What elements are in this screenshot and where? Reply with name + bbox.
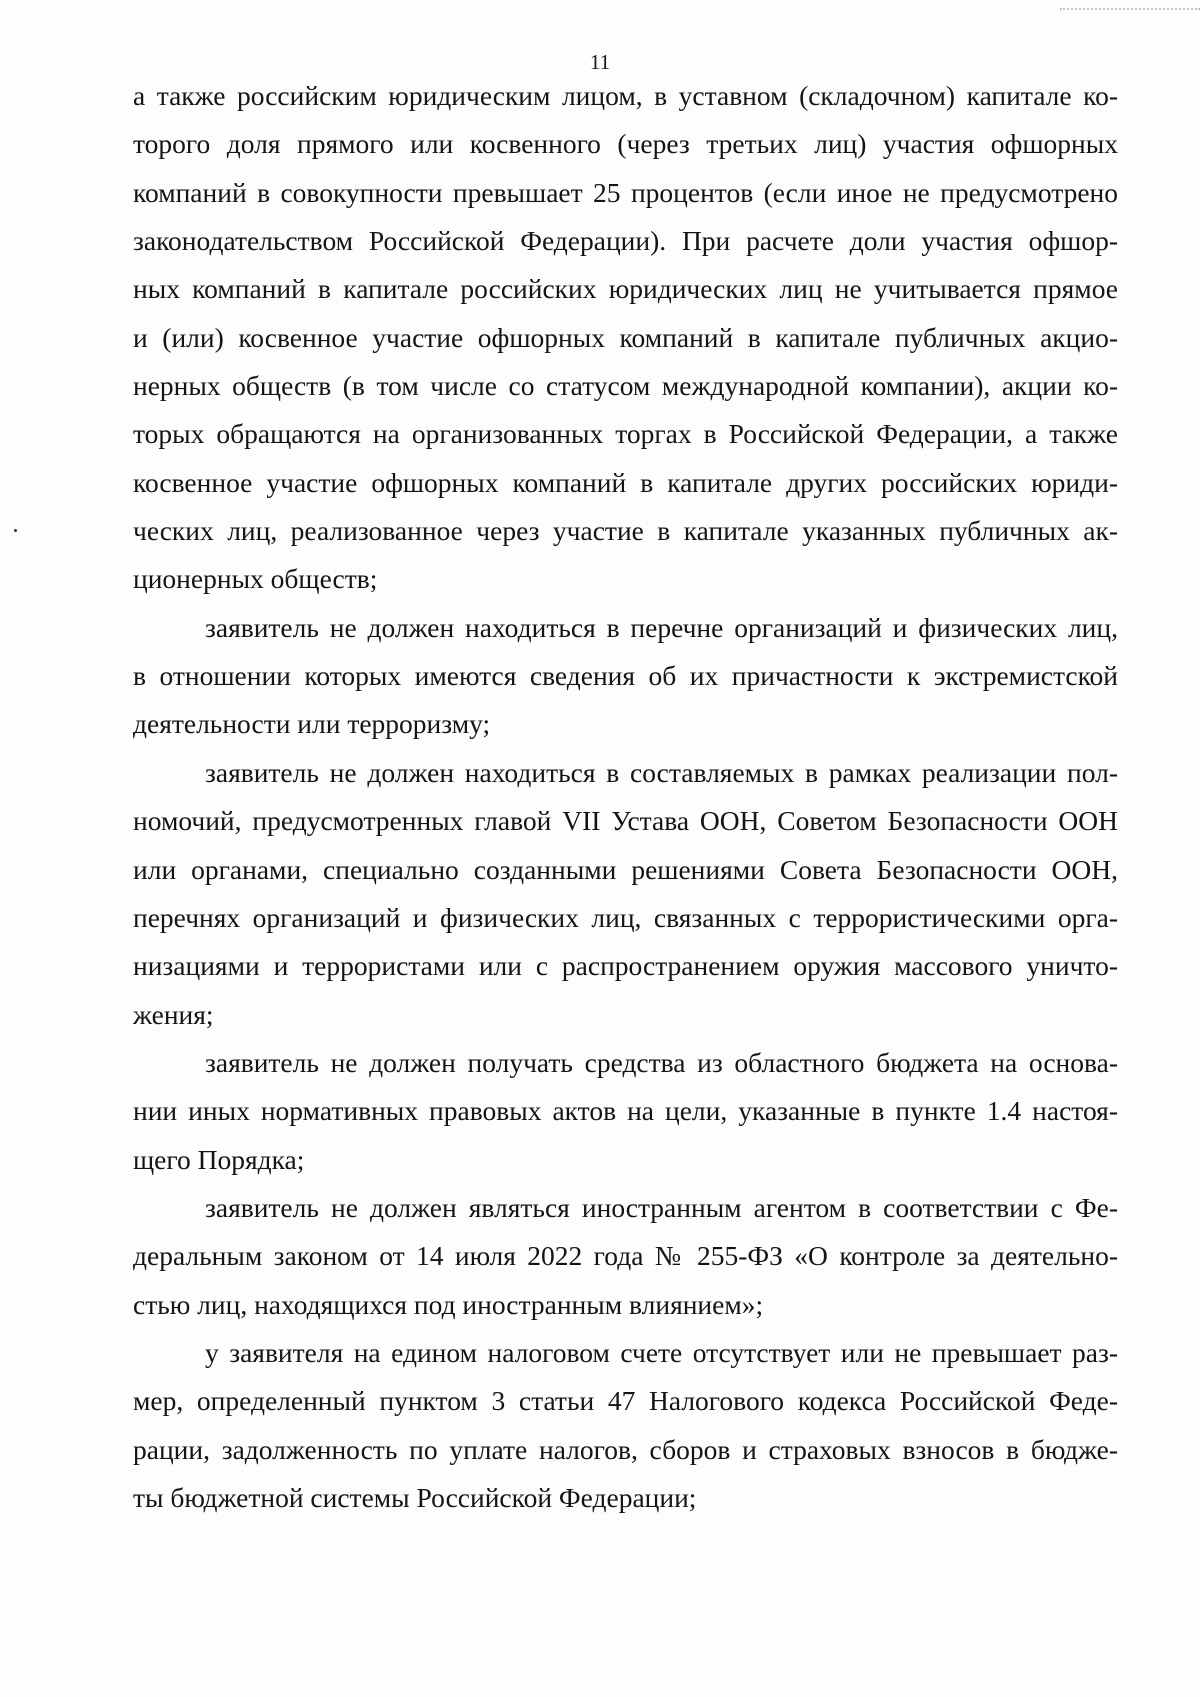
text-line: торого доля прямого или косвенного (через третьих лиц) участия офшорных: [133, 128, 1118, 160]
text-line: косвенное участие офшорных компаний в капитале других российских юриди-: [133, 466, 1118, 498]
paragraph: [133, 72, 1118, 604]
paragraph: [133, 749, 1118, 1039]
page-number: 11: [589, 50, 611, 74]
text-line: деральным законом от 14 июля 2022 года № 255-ФЗ «О контроле за деятельно-: [133, 1240, 1118, 1272]
text-line: торых обращаются на организованных торгах в Российской Федерации, а также: [133, 418, 1118, 450]
paragraph: [133, 1184, 1118, 1329]
document-body: [133, 72, 1118, 1522]
text-line: ты бюджетной системы Российской Федерации;: [133, 1481, 697, 1513]
text-line: заявитель не должен находиться в составляемых в рамках реализации пол-: [205, 756, 1118, 788]
text-line: деятельности или терроризму;: [133, 708, 491, 740]
text-line: щего Порядка;: [133, 1143, 305, 1175]
text-line: жения;: [133, 998, 214, 1030]
text-line: или органами, специально созданными решениями Совета Безопасности ООН,: [133, 853, 1118, 885]
text-line: ческих лиц, реализованное через участие в капитале указанных публичных ак-: [133, 515, 1118, 547]
text-line: ных компаний в капитале российских юридических лиц не учитывается прямое: [133, 273, 1118, 305]
text-line: перечнях организаций и физических лиц, связанных с террористическими орга-: [133, 901, 1118, 933]
text-line: нии иных нормативных правовых актов на цели, указанные в пункте 1.4 настоя-: [133, 1095, 1118, 1127]
paragraph: [133, 1039, 1118, 1184]
text-line: рации, задолженность по уплате налогов, сборов и страховых взносов в бюдже-: [133, 1433, 1118, 1465]
scan-artifact: [1060, 0, 1200, 10]
text-line: номочий, предусмотренных главой VII Устава ООН, Советом Безопасности ООН: [133, 805, 1118, 837]
text-line: законодательством Российской Федерации). При расчете доли участия офшор-: [133, 225, 1118, 257]
paragraph: [133, 604, 1118, 749]
text-line: в отношении которых имеются сведения об их причастности к экстремистской: [133, 660, 1118, 692]
text-line: ционерных обществ;: [133, 563, 378, 595]
text-line: нерных обществ (в том числе со статусом международной компании), акции ко-: [133, 370, 1118, 402]
text-line: низациями и террористами или с распространением оружия массового уничто-: [133, 950, 1118, 982]
text-line: заявитель не должен являться иностранным агентом в соответствии с Фе-: [205, 1191, 1118, 1223]
text-line: компаний в совокупности превышает 25 процентов (если иное не предусмотрено: [133, 176, 1118, 208]
text-line: заявитель не должен находиться в перечне организаций и физических лиц,: [205, 611, 1118, 643]
scan-artifact-dot: [14, 529, 17, 532]
text-line: у заявителя на едином налоговом счете отсутствует или не превышает раз-: [205, 1336, 1118, 1368]
text-line: и (или) косвенное участие офшорных компаний в капитале публичных акцио-: [133, 321, 1118, 353]
text-line: заявитель не должен получать средства из областного бюджета на основа-: [205, 1046, 1118, 1078]
paragraph: [133, 1329, 1118, 1522]
text-line: стью лиц, находящихся под иностранным влиянием»;: [133, 1288, 764, 1320]
text-line: мер, определенный пунктом 3 статьи 47 Налогового кодекса Российской Феде-: [133, 1385, 1118, 1417]
text-line: а также российским юридическим лицом, в уставном (складочном) капитале ко-: [133, 80, 1118, 111]
